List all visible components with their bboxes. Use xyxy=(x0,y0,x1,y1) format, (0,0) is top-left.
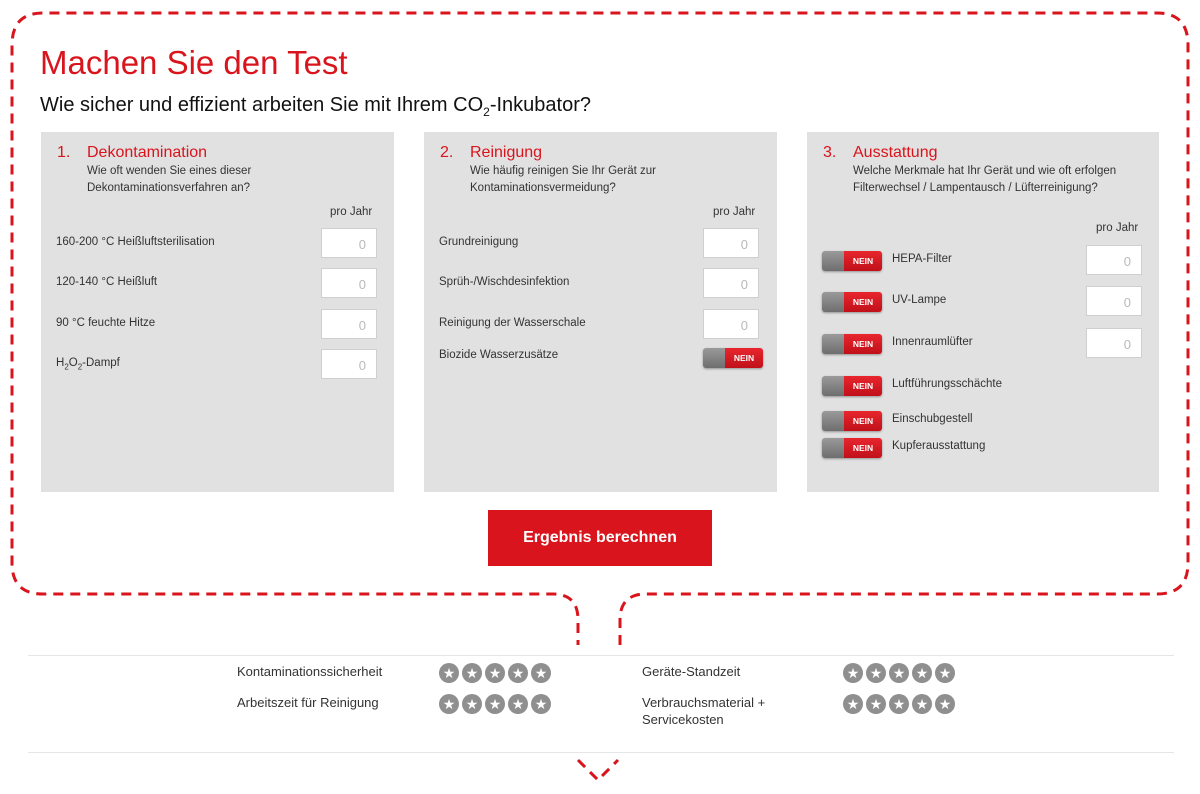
row-label: Biozide Wasserzusätze xyxy=(439,349,559,361)
star-icon: ★ xyxy=(889,694,909,714)
row-label: HEPA-Filter xyxy=(892,253,952,265)
result-label: Geräte-Standzeit xyxy=(642,664,741,679)
toggle-uv-lampe[interactable] xyxy=(822,292,882,312)
panel-ausstattung xyxy=(807,132,1159,492)
frequency-input[interactable]: 0 xyxy=(321,349,377,379)
toggle-kupferausstattung[interactable] xyxy=(822,438,882,458)
divider xyxy=(28,752,1174,753)
toggle-biozide[interactable] xyxy=(703,348,763,368)
row-label: UV-Lampe xyxy=(892,294,947,306)
frequency-input[interactable]: 0 xyxy=(321,309,377,339)
toggle-knob xyxy=(703,348,725,368)
frequency-input[interactable]: 0 xyxy=(1086,286,1142,316)
page-title: Machen Sie den Test xyxy=(40,44,348,81)
star-icon: ★ xyxy=(531,694,551,714)
divider xyxy=(28,655,1174,656)
toggle-state: NEIN xyxy=(844,334,882,354)
row-label: $H_2O_2$-Dampf xyxy=(56,357,120,372)
star-icon: ★ xyxy=(439,663,459,683)
star-icon: ★ xyxy=(935,694,955,714)
row-label: Einschubgestell xyxy=(892,413,973,425)
toggle-knob xyxy=(822,292,844,312)
toggle-state: NEIN xyxy=(844,438,882,458)
star-icon: ★ xyxy=(485,694,505,714)
rating-stars xyxy=(439,663,551,683)
frequency-input[interactable]: 0 xyxy=(321,268,377,298)
toggle-knob xyxy=(822,334,844,354)
row-label: Grundreinigung xyxy=(439,236,519,248)
frequency-input[interactable]: 0 xyxy=(703,309,759,339)
panel-heading: 2. Reinigung xyxy=(440,144,543,161)
calculate-result-button[interactable]: Ergebnis berechnen xyxy=(488,510,712,566)
star-icon: ★ xyxy=(843,663,863,683)
result-label: Verbrauchsmaterial + Servicekosten xyxy=(642,695,766,727)
panel-heading: 3. Ausstattung xyxy=(823,144,938,161)
row-label: 160-200 °C Heißluftsterilisation xyxy=(56,236,215,248)
per-year-header: pro Jahr xyxy=(1096,222,1139,234)
frequency-input[interactable]: 0 xyxy=(1086,245,1142,275)
star-icon: ★ xyxy=(935,663,955,683)
star-icon: ★ xyxy=(889,663,909,683)
panel-heading: 1. Dekontamination xyxy=(57,144,208,161)
toggle-state: NEIN xyxy=(844,251,882,271)
per-year-header: pro Jahr xyxy=(330,206,373,218)
rating-stars xyxy=(843,663,955,683)
toggle-einschubgestell[interactable] xyxy=(822,411,882,431)
toggle-state: NEIN xyxy=(844,292,882,312)
frequency-input[interactable]: 0 xyxy=(703,268,759,298)
star-icon: ★ xyxy=(912,694,932,714)
star-icon: ★ xyxy=(508,663,528,683)
panel-description: Wie oft wenden Sie eines dieser Dekontaminationsverfahren an? xyxy=(87,165,252,194)
star-icon: ★ xyxy=(866,663,886,683)
toggle-innenraumluefter[interactable] xyxy=(822,334,882,354)
toggle-knob xyxy=(822,438,844,458)
row-label: 120-140 °C Heißluft xyxy=(56,276,158,288)
toggle-state: NEIN xyxy=(725,348,763,368)
rating-stars xyxy=(439,694,551,714)
frequency-input[interactable]: 0 xyxy=(321,228,377,258)
row-label: Innenraumlüfter xyxy=(892,336,973,348)
per-year-header: pro Jahr xyxy=(713,206,756,218)
toggle-hepa-filter[interactable] xyxy=(822,251,882,271)
star-icon: ★ xyxy=(531,663,551,683)
toggle-knob xyxy=(822,411,844,431)
star-icon: ★ xyxy=(843,694,863,714)
toggle-knob xyxy=(822,251,844,271)
row-label: Sprüh-/Wischdesinfektion xyxy=(439,276,570,288)
star-icon: ★ xyxy=(912,663,932,683)
panel-dekontamination xyxy=(41,132,394,492)
toggle-state: NEIN xyxy=(844,376,882,396)
panel-description: Welche Merkmale hat Ihr Gerät und wie oft erfolgen Filterwechsel / Lampentausch / Lüfterreinigung? xyxy=(853,165,1117,194)
star-icon: ★ xyxy=(439,694,459,714)
star-icon: ★ xyxy=(462,694,482,714)
star-icon: ★ xyxy=(508,694,528,714)
row-label: Kupferausstattung xyxy=(892,440,986,452)
toggle-knob xyxy=(822,376,844,396)
star-icon: ★ xyxy=(462,663,482,683)
toggle-luftfuehrungsschaechte[interactable] xyxy=(822,376,882,396)
row-label: Reinigung der Wasserschale xyxy=(439,317,586,329)
page-subtitle: Wie sicher und effizient arbeiten Sie mit Ihrem $CO_2$-Inkubator? xyxy=(40,94,592,119)
row-label: 90 °C feuchte Hitze xyxy=(56,317,156,329)
star-icon: ★ xyxy=(485,663,505,683)
star-icon: ★ xyxy=(866,694,886,714)
row-label: Luftführungsschächte xyxy=(892,378,1002,390)
result-label: Arbeitszeit für Reinigung xyxy=(237,695,379,710)
frequency-input[interactable]: 0 xyxy=(703,228,759,258)
frequency-input[interactable]: 0 xyxy=(1086,328,1142,358)
rating-stars xyxy=(843,694,955,714)
panel-description: Wie häufig reinigen Sie Ihr Gerät zur Kontaminationsvermeidung? xyxy=(470,165,657,194)
panel-reinigung xyxy=(424,132,777,492)
toggle-state: NEIN xyxy=(844,411,882,431)
result-label: Kontaminationssicherheit xyxy=(237,664,383,679)
